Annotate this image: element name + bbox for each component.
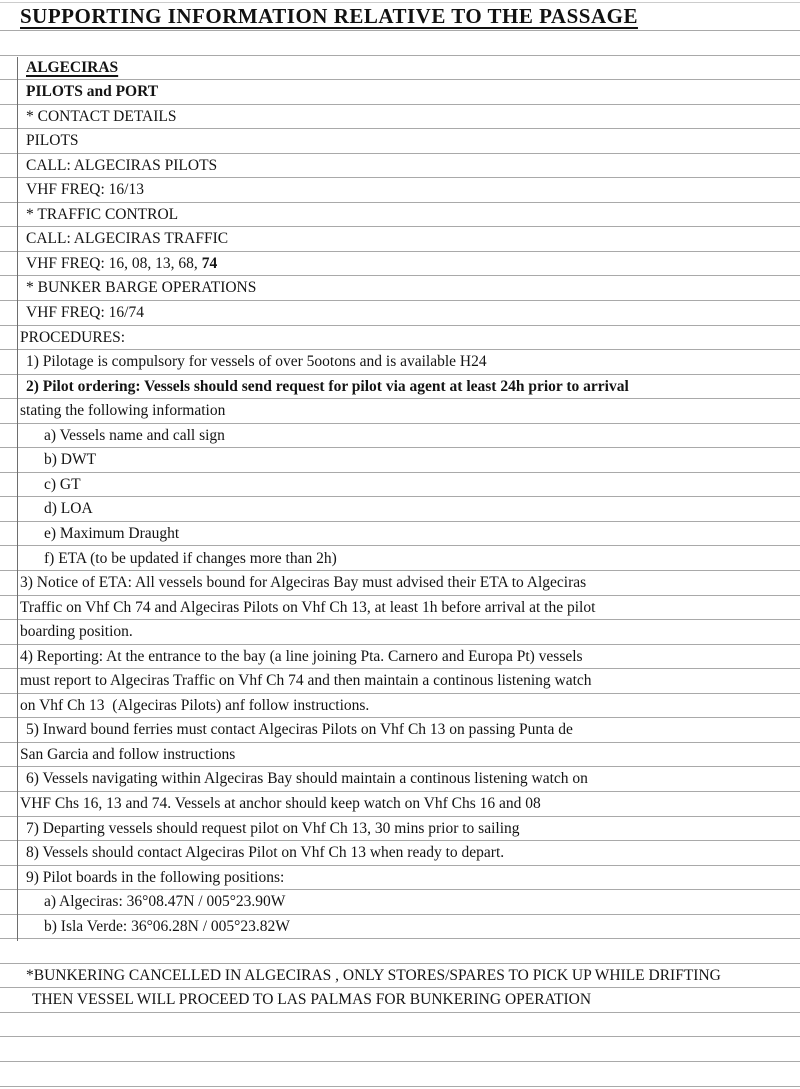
table bbox=[0, 31, 800, 1087]
table-row bbox=[0, 669, 800, 694]
table-row bbox=[0, 718, 800, 743]
cell-text: *BUNKERING CANCELLED IN ALGECIRAS , ONLY STORES/SPARES TO PICK UP WHILE DRIFTING bbox=[26, 966, 721, 984]
cell-text: 8) Vessels should contact Algeciras Pilot on Vhf Ch 13 when ready to depart. bbox=[26, 844, 505, 862]
cell-text: 1) Pilotage is compulsory for vessels of over 5ootons and is available H24 bbox=[26, 353, 487, 371]
cell-text: PROCEDURES: bbox=[20, 328, 126, 346]
cell-text: ALGECIRAS bbox=[26, 58, 119, 76]
cell-text: 2) Pilot ordering: Vessels should send request for pilot via agent at least 24h prior to arrival bbox=[26, 377, 629, 395]
table-row bbox=[0, 596, 800, 621]
table-row bbox=[0, 203, 800, 228]
cell-text: VHF FREQ: 16/13 bbox=[26, 181, 144, 199]
table-row-blank bbox=[0, 31, 800, 56]
table-row bbox=[0, 326, 800, 351]
cell-text: San Garcia and follow instructions bbox=[20, 745, 236, 763]
cell-text: PILOTS bbox=[26, 132, 79, 150]
cell-text: e) Maximum Draught bbox=[44, 524, 180, 542]
table-row bbox=[0, 522, 800, 547]
cell-text: * CONTACT DETAILS bbox=[26, 107, 177, 125]
cell-text: f) ETA (to be updated if changes more than 2h) bbox=[44, 549, 337, 567]
table-row bbox=[0, 105, 800, 130]
table-row bbox=[0, 743, 800, 768]
table-row bbox=[0, 399, 800, 424]
table-row bbox=[0, 424, 800, 449]
table-row bbox=[0, 276, 800, 301]
table-row-blank bbox=[0, 1013, 800, 1038]
cell-text: * BUNKER BARGE OPERATIONS bbox=[26, 279, 257, 297]
table-row bbox=[0, 817, 800, 842]
table-row-blank bbox=[0, 939, 800, 964]
cell-text: VHF FREQ: 16/74 bbox=[26, 304, 144, 322]
table-row bbox=[0, 301, 800, 326]
table-row bbox=[0, 252, 800, 277]
cell-text: VHF FREQ: 16, 08, 13, 68, 74 bbox=[26, 254, 218, 272]
table-row bbox=[0, 645, 800, 670]
cell-text: 7) Departing vessels should request pilot on Vhf Ch 13, 30 mins prior to sailing bbox=[26, 819, 520, 837]
table-left-border bbox=[17, 57, 18, 941]
table-row bbox=[0, 988, 800, 1013]
table-row-blank bbox=[0, 1037, 800, 1062]
cell-text: 4) Reporting: At the entrance to the bay (a line joining Pta. Carnero and Europa Pt) vessels bbox=[20, 647, 583, 665]
table-row bbox=[0, 473, 800, 498]
cell-text: Traffic on Vhf Ch 74 and Algeciras Pilots on Vhf Ch 13, at least 1h before arrival at the pilot bbox=[20, 598, 596, 616]
table-row bbox=[0, 227, 800, 252]
table-row bbox=[0, 841, 800, 866]
table-row bbox=[0, 497, 800, 522]
cell-text: 6) Vessels navigating within Algeciras Bay should maintain a continous listening watch on bbox=[26, 770, 588, 788]
cell-text: d) LOA bbox=[44, 500, 93, 518]
cell-text: CALL: ALGECIRAS PILOTS bbox=[26, 156, 218, 174]
table-row bbox=[0, 375, 800, 400]
cell-text: on Vhf Ch 13 (Algeciras Pilots) anf follow instructions. bbox=[20, 696, 370, 714]
cell-text: boarding position. bbox=[20, 623, 133, 641]
cell-text: a) Algeciras: 36°08.47N / 005°23.90W bbox=[44, 893, 286, 911]
table-row bbox=[0, 620, 800, 645]
table-row bbox=[0, 154, 800, 179]
table-row bbox=[0, 915, 800, 940]
cell-text: b) Isla Verde: 36°06.28N / 005°23.82W bbox=[44, 917, 290, 935]
table-row bbox=[0, 694, 800, 719]
cell-text: a) Vessels name and call sign bbox=[44, 426, 225, 444]
table-row bbox=[0, 964, 800, 989]
cell-text: VHF Chs 16, 13 and 74. Vessels at anchor should keep watch on Vhf Chs 16 and 08 bbox=[20, 794, 541, 812]
cell-text: must report to Algeciras Traffic on Vhf Ch 74 and then maintain a continous listening watch bbox=[20, 672, 592, 690]
table-row bbox=[0, 571, 800, 596]
cell-text: stating the following information bbox=[20, 402, 226, 420]
cell-text: c) GT bbox=[44, 475, 81, 493]
table-row bbox=[0, 178, 800, 203]
table-row bbox=[0, 129, 800, 154]
cell-text: PILOTS and PORT bbox=[26, 83, 159, 101]
cell-text: CALL: ALGECIRAS TRAFFIC bbox=[26, 230, 229, 248]
cell-text: * TRAFFIC CONTROL bbox=[26, 205, 179, 223]
document-title-row bbox=[0, 2, 800, 31]
cell-text-bold: 74 bbox=[201, 254, 218, 272]
page-title: SUPPORTING INFORMATION RELATIVE TO THE PASSAGE bbox=[20, 4, 638, 28]
table-row bbox=[0, 546, 800, 571]
cell-text: 3) Notice of ETA: All vessels bound for Algeciras Bay must advised their ETA to Algeciras bbox=[20, 574, 587, 592]
table-row bbox=[0, 80, 800, 105]
table-row bbox=[0, 56, 800, 81]
cell-text: THEN VESSEL WILL PROCEED TO LAS PALMAS FOR BUNKERING OPERATION bbox=[32, 991, 592, 1009]
table-row bbox=[0, 767, 800, 792]
table-row bbox=[0, 350, 800, 375]
cell-text: 5) Inward bound ferries must contact Algeciras Pilots on Vhf Ch 13 on passing Punta de bbox=[26, 721, 573, 739]
table-row bbox=[0, 448, 800, 473]
table-row-blank bbox=[0, 1062, 800, 1087]
table-row bbox=[0, 890, 800, 915]
cell-text: b) DWT bbox=[44, 451, 97, 469]
cell-text: 9) Pilot boards in the following positions: bbox=[26, 868, 285, 886]
table-row bbox=[0, 792, 800, 817]
table-row bbox=[0, 866, 800, 891]
